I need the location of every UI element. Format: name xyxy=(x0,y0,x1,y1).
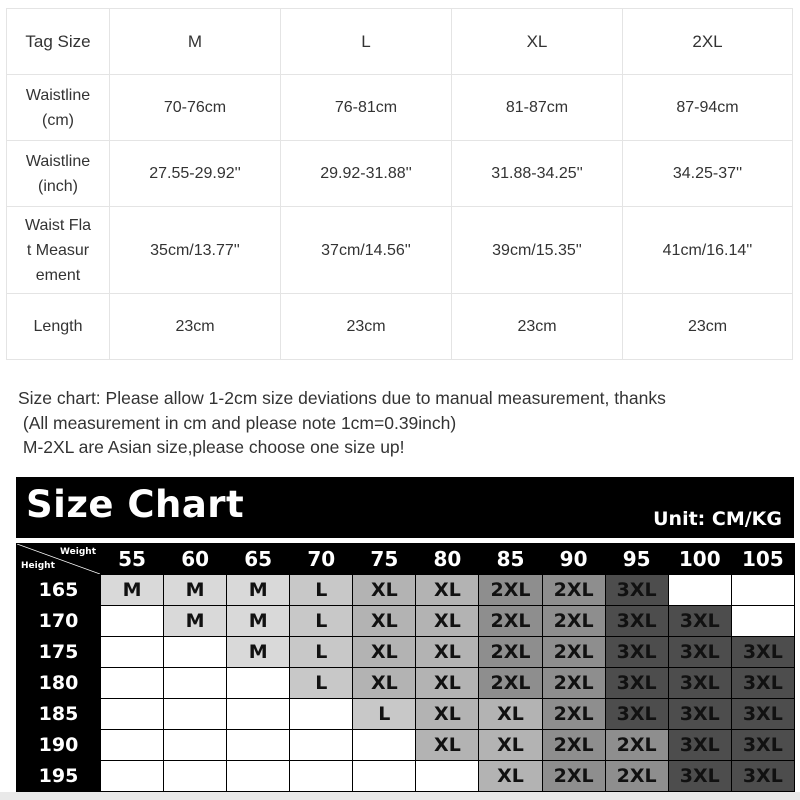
weight-header-cell: 60 xyxy=(164,544,227,575)
height-row xyxy=(17,637,795,668)
size-cell: 2XL xyxy=(479,606,542,637)
size-cell xyxy=(164,637,227,668)
size-table-header-row xyxy=(7,9,793,75)
size-value-cell: 34.25-37'' xyxy=(623,141,793,207)
size-value-cell: XL xyxy=(452,9,623,75)
size-value-cell: 35cm/13.77'' xyxy=(110,207,281,294)
size-cell xyxy=(290,699,353,730)
size-value-cell: 27.55-29.92'' xyxy=(110,141,281,207)
height-weight-size-chart xyxy=(16,543,795,792)
size-value-cell: L xyxy=(281,9,452,75)
size-cell xyxy=(731,606,794,637)
size-cell xyxy=(416,761,479,792)
height-label-cell: 190 xyxy=(17,730,101,761)
weight-header-cell: 55 xyxy=(101,544,164,575)
size-cell: XL xyxy=(416,699,479,730)
size-cell xyxy=(290,761,353,792)
size-value-cell: 23cm xyxy=(623,294,793,360)
height-row xyxy=(17,761,795,792)
weight-header-cell: 100 xyxy=(668,544,731,575)
corner-cell xyxy=(17,544,101,575)
size-cell: 2XL xyxy=(605,730,668,761)
weight-header-cell: 105 xyxy=(731,544,794,575)
note-line-units: (All measurement in cm and please note 1cm=0.39inch) xyxy=(18,412,457,433)
size-cell: 2XL xyxy=(542,575,605,606)
size-cell xyxy=(164,699,227,730)
size-chart-banner xyxy=(16,477,794,538)
height-label-cell: 180 xyxy=(17,668,101,699)
size-value-cell: 23cm xyxy=(281,294,452,360)
size-cell: 3XL xyxy=(668,637,731,668)
size-cell: 3XL xyxy=(668,668,731,699)
size-cell: 3XL xyxy=(605,606,668,637)
size-value-cell: 2XL xyxy=(623,9,793,75)
size-table-row xyxy=(7,294,793,360)
size-cell: M xyxy=(101,575,164,606)
size-cell: 2XL xyxy=(479,637,542,668)
height-row xyxy=(17,730,795,761)
size-cell: XL xyxy=(416,730,479,761)
size-cell: XL xyxy=(353,575,416,606)
size-cell: 3XL xyxy=(605,668,668,699)
size-cell: 3XL xyxy=(731,637,794,668)
size-cell: M xyxy=(164,606,227,637)
size-cell xyxy=(227,761,290,792)
size-cell: 3XL xyxy=(605,699,668,730)
size-cell: 3XL xyxy=(605,575,668,606)
size-value-cell: 23cm xyxy=(452,294,623,360)
size-notes xyxy=(18,386,788,460)
size-cell: 3XL xyxy=(668,730,731,761)
size-table-row xyxy=(7,141,793,207)
size-cell xyxy=(164,761,227,792)
corner-weight-label: Weight xyxy=(60,547,96,557)
size-value-cell: 76-81cm xyxy=(281,75,452,141)
size-cell: XL xyxy=(353,637,416,668)
weight-header-cell: 90 xyxy=(542,544,605,575)
size-value-cell: 39cm/15.35'' xyxy=(452,207,623,294)
height-label-cell: 175 xyxy=(17,637,101,668)
size-cell xyxy=(101,730,164,761)
size-cell: 3XL xyxy=(668,761,731,792)
row-label-cell: Waistline (inch) xyxy=(7,141,110,207)
row-label-cell: Waist Fla t Measur ement xyxy=(7,207,110,294)
size-cell: M xyxy=(227,606,290,637)
size-cell: 2XL xyxy=(479,668,542,699)
size-cell: 2XL xyxy=(542,699,605,730)
size-cell: 2XL xyxy=(605,761,668,792)
size-measurement-table xyxy=(6,8,793,360)
size-cell: L xyxy=(290,637,353,668)
size-cell: 3XL xyxy=(731,730,794,761)
height-label-cell: 170 xyxy=(17,606,101,637)
size-cell xyxy=(164,668,227,699)
size-cell xyxy=(731,575,794,606)
size-cell: XL xyxy=(353,606,416,637)
size-cell: 3XL xyxy=(731,699,794,730)
size-cell xyxy=(101,606,164,637)
weight-header-cell: 65 xyxy=(227,544,290,575)
size-cell: 2XL xyxy=(479,575,542,606)
size-cell xyxy=(101,761,164,792)
banner-unit: Unit: CM/KG xyxy=(653,508,782,530)
size-table-row xyxy=(7,75,793,141)
size-value-cell: 29.92-31.88'' xyxy=(281,141,452,207)
size-cell: L xyxy=(353,699,416,730)
size-value-cell: 31.88-34.25'' xyxy=(452,141,623,207)
height-row xyxy=(17,575,795,606)
note-line-deviation: Size chart: Please allow 1-2cm size deviations due to manual measurement, thanks xyxy=(18,388,666,408)
size-cell: 2XL xyxy=(542,730,605,761)
size-cell xyxy=(353,730,416,761)
size-cell: XL xyxy=(479,761,542,792)
size-cell: XL xyxy=(416,606,479,637)
size-cell xyxy=(668,575,731,606)
height-label-cell: 165 xyxy=(17,575,101,606)
weight-header-cell: 85 xyxy=(479,544,542,575)
size-cell: 3XL xyxy=(731,668,794,699)
size-cell: 2XL xyxy=(542,761,605,792)
row-label-cell: Length xyxy=(7,294,110,360)
size-cell: XL xyxy=(353,668,416,699)
note-line-asian-size: M-2XL are Asian size,please choose one size up! xyxy=(18,437,405,457)
size-cell: XL xyxy=(416,668,479,699)
height-row xyxy=(17,699,795,730)
height-row xyxy=(17,668,795,699)
size-value-cell: 87-94cm xyxy=(623,75,793,141)
size-cell xyxy=(290,730,353,761)
size-cell: M xyxy=(227,575,290,606)
height-label-cell: 185 xyxy=(17,699,101,730)
size-value-cell: 41cm/16.14'' xyxy=(623,207,793,294)
height-label-cell: 195 xyxy=(17,761,101,792)
size-cell: M xyxy=(227,637,290,668)
size-cell xyxy=(227,699,290,730)
height-row xyxy=(17,606,795,637)
weight-header-cell: 70 xyxy=(290,544,353,575)
size-cell xyxy=(227,668,290,699)
size-cell: L xyxy=(290,606,353,637)
bottom-strip xyxy=(0,792,800,800)
chart-body xyxy=(17,575,795,792)
size-cell: L xyxy=(290,575,353,606)
size-cell xyxy=(101,637,164,668)
size-cell: M xyxy=(164,575,227,606)
size-cell xyxy=(101,668,164,699)
size-cell: XL xyxy=(479,730,542,761)
size-cell: 2XL xyxy=(542,637,605,668)
size-cell xyxy=(353,761,416,792)
size-cell: XL xyxy=(416,575,479,606)
size-cell: XL xyxy=(479,699,542,730)
size-value-cell: 70-76cm xyxy=(110,75,281,141)
size-cell: 3XL xyxy=(668,699,731,730)
size-value-cell: 23cm xyxy=(110,294,281,360)
size-cell: L xyxy=(290,668,353,699)
weight-header-cell: 75 xyxy=(353,544,416,575)
size-table-row xyxy=(7,207,793,294)
row-label-cell: Waistline (cm) xyxy=(7,75,110,141)
weight-header-row xyxy=(17,544,795,575)
size-cell xyxy=(164,730,227,761)
weight-header-cell: 95 xyxy=(605,544,668,575)
size-cell: 2XL xyxy=(542,668,605,699)
corner-height-label: Height xyxy=(21,561,55,571)
size-cell xyxy=(227,730,290,761)
banner-title: Size Chart xyxy=(26,483,245,526)
size-value-cell: 81-87cm xyxy=(452,75,623,141)
size-cell: 3XL xyxy=(668,606,731,637)
size-cell: 2XL xyxy=(542,606,605,637)
size-value-cell: M xyxy=(110,9,281,75)
size-cell: 3XL xyxy=(605,637,668,668)
size-cell: XL xyxy=(416,637,479,668)
size-cell: 3XL xyxy=(731,761,794,792)
weight-header-cell: 80 xyxy=(416,544,479,575)
size-value-cell: 37cm/14.56'' xyxy=(281,207,452,294)
row-label-cell: Tag Size xyxy=(7,9,110,75)
size-cell xyxy=(101,699,164,730)
size-table-body xyxy=(7,9,793,360)
